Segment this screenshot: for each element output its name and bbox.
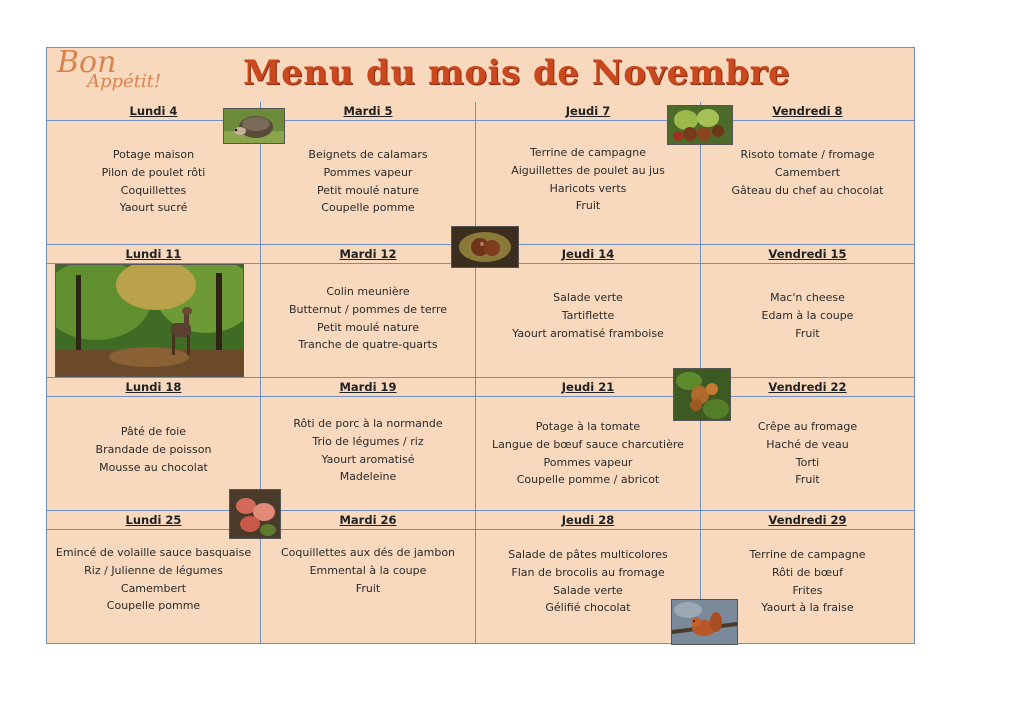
dish-item: Salade verte: [553, 291, 623, 304]
dish-item: Yaourt aromatisé framboise: [512, 326, 664, 340]
day-cell: [261, 378, 476, 511]
dish-item: Madeleine: [339, 470, 397, 484]
dish-item: Rôti de bœuf: [771, 565, 844, 579]
day-heading: [476, 511, 700, 530]
dish-item: Beignets de calamars: [308, 148, 428, 161]
day-label: Mardi 12: [339, 247, 397, 261]
day-heading: [476, 378, 700, 397]
dish-item: Camembert: [120, 581, 187, 595]
dish-item: Langue de bœuf sauce charcutière: [492, 437, 684, 451]
dish-item: Coupelle pomme / abricot: [516, 473, 660, 487]
squirrel-image: [671, 599, 738, 645]
menu-sheet: [46, 47, 915, 644]
dish-item: Coupelle pomme: [106, 599, 201, 613]
dish-item: Haché de veau: [766, 437, 849, 451]
dish-item: Tartiflette: [561, 308, 615, 322]
day-label: Vendredi 29: [768, 513, 847, 527]
dish-item: Petit moulé nature: [317, 183, 419, 197]
day-label: Mardi 5: [343, 104, 393, 118]
hedgehog-image: [223, 108, 285, 144]
day-heading: [261, 102, 475, 121]
day-heading: [701, 245, 914, 264]
chestnut-burr-image: [451, 226, 519, 268]
day-cell: [701, 245, 914, 378]
dish-list: [261, 415, 475, 486]
dish-item: Torti: [795, 455, 820, 469]
dish-list: [701, 418, 914, 489]
bon-appetit-logo: Bon: [57, 45, 117, 80]
day-heading: [261, 245, 475, 264]
dish-item: Fruit: [795, 473, 820, 487]
day-label: Lundi 25: [125, 513, 182, 527]
day-cell: [476, 511, 701, 643]
dish-item: Potage à la tomate: [535, 420, 641, 433]
dish-item: Haricots verts: [549, 181, 627, 195]
dish-item: Butternut / pommes de terre: [288, 302, 448, 316]
dish-item: Yaourt sucré: [119, 201, 188, 215]
dish-item: Fruit: [355, 581, 381, 595]
bon-appetit-logo-sub: Appétit!: [87, 71, 162, 92]
dish-item: Petit moulé nature: [317, 320, 419, 334]
day-label: Lundi 11: [125, 247, 182, 261]
day-label: Mardi 26: [339, 513, 397, 527]
dish-item: Mousse au chocolat: [99, 460, 208, 474]
dish-item: Pommes vapeur: [323, 165, 413, 179]
day-label: Jeudi 14: [561, 247, 615, 261]
day-cell: [701, 378, 914, 511]
dish-list: [261, 283, 475, 354]
dish-item: Camembert: [774, 165, 841, 179]
dish-item: Pommes vapeur: [543, 455, 633, 469]
day-label: Jeudi 7: [565, 104, 611, 118]
dish-item: Riz / Julienne de légumes: [84, 563, 223, 577]
dish-item: Colin meunière: [326, 285, 410, 298]
dish-item: Crêpe au fromage: [757, 420, 858, 433]
dish-list: [261, 146, 475, 217]
day-label: Vendredi 15: [768, 247, 847, 261]
dish-item: Pâté de foie: [120, 425, 187, 438]
day-heading: [47, 245, 260, 264]
dish-item: Brandade de poisson: [95, 442, 212, 456]
day-label: Lundi 4: [129, 104, 178, 118]
dish-item: Emmental à la coupe: [309, 563, 427, 577]
dish-list: [476, 418, 700, 489]
dish-item: Potage maison: [112, 148, 195, 161]
dish-list: [476, 289, 700, 342]
day-heading: [261, 511, 475, 530]
dish-list: [47, 423, 260, 476]
dish-item: Salade verte: [553, 583, 623, 597]
dish-item: Risoto tomate / fromage: [740, 148, 875, 161]
day-heading: [701, 378, 914, 397]
deer-forest-image: [55, 264, 244, 377]
dish-item: Terrine de campagne: [749, 548, 866, 561]
dish-list: [701, 146, 914, 199]
day-label: Lundi 18: [125, 380, 182, 394]
dish-item: Edam à la coupe: [761, 308, 854, 322]
chestnuts-image: [667, 105, 733, 145]
dish-item: Mac'n cheese: [770, 291, 845, 304]
dish-item: Salade de pâtes multicolores: [508, 548, 668, 561]
day-heading: [47, 378, 260, 397]
rosehip-image: [229, 489, 281, 539]
dish-item: Flan de brocolis au fromage: [511, 565, 665, 579]
dish-list: [476, 144, 700, 215]
dish-item: Gâteau du chef au chocolat: [731, 183, 884, 197]
dish-item: Frites: [792, 583, 823, 597]
day-label: Vendredi 22: [768, 380, 847, 394]
dish-item: Coquillettes aux dés de jambon: [280, 546, 456, 559]
dish-item: Coupelle pomme: [321, 201, 415, 215]
title-bar: [47, 45, 914, 102]
dish-list: [261, 544, 475, 597]
dish-list: [47, 544, 260, 615]
dish-item: Fruit: [575, 199, 601, 213]
day-label: Vendredi 8: [772, 104, 843, 118]
dish-item: Yaourt aromatisé: [321, 452, 415, 466]
dish-item: Rôti de porc à la normande: [293, 417, 443, 430]
dish-item: Emincé de volaille sauce basquaise: [55, 546, 252, 559]
page-title: Menu du mois de Novembre: [243, 53, 791, 93]
day-label: Jeudi 28: [561, 513, 615, 527]
day-heading: [701, 511, 914, 530]
day-cell: [261, 102, 476, 245]
day-cell: [261, 245, 476, 378]
day-label: Mardi 19: [339, 380, 397, 394]
dish-list: [476, 546, 700, 617]
day-cell: [261, 511, 476, 643]
dish-item: Trio de légumes / riz: [312, 434, 424, 448]
day-heading: [261, 378, 475, 397]
dish-item: Terrine de campagne: [530, 146, 646, 159]
day-label: Jeudi 21: [561, 380, 615, 394]
day-cell: [476, 378, 701, 511]
dish-item: Coquillettes: [120, 183, 187, 197]
dish-list: [701, 289, 914, 342]
dish-item: Yaourt à la fraise: [761, 601, 854, 615]
dish-item: Pilon de poulet rôti: [101, 165, 206, 179]
dish-item: Fruit: [795, 326, 820, 340]
dish-item: Tranche de quatre-quarts: [298, 338, 438, 352]
dish-item: Gélifié chocolat: [545, 601, 631, 615]
dish-item: Aiguillettes de poulet au jus: [511, 163, 665, 177]
dish-list: [47, 146, 260, 217]
apple-tree-image: [673, 368, 731, 421]
